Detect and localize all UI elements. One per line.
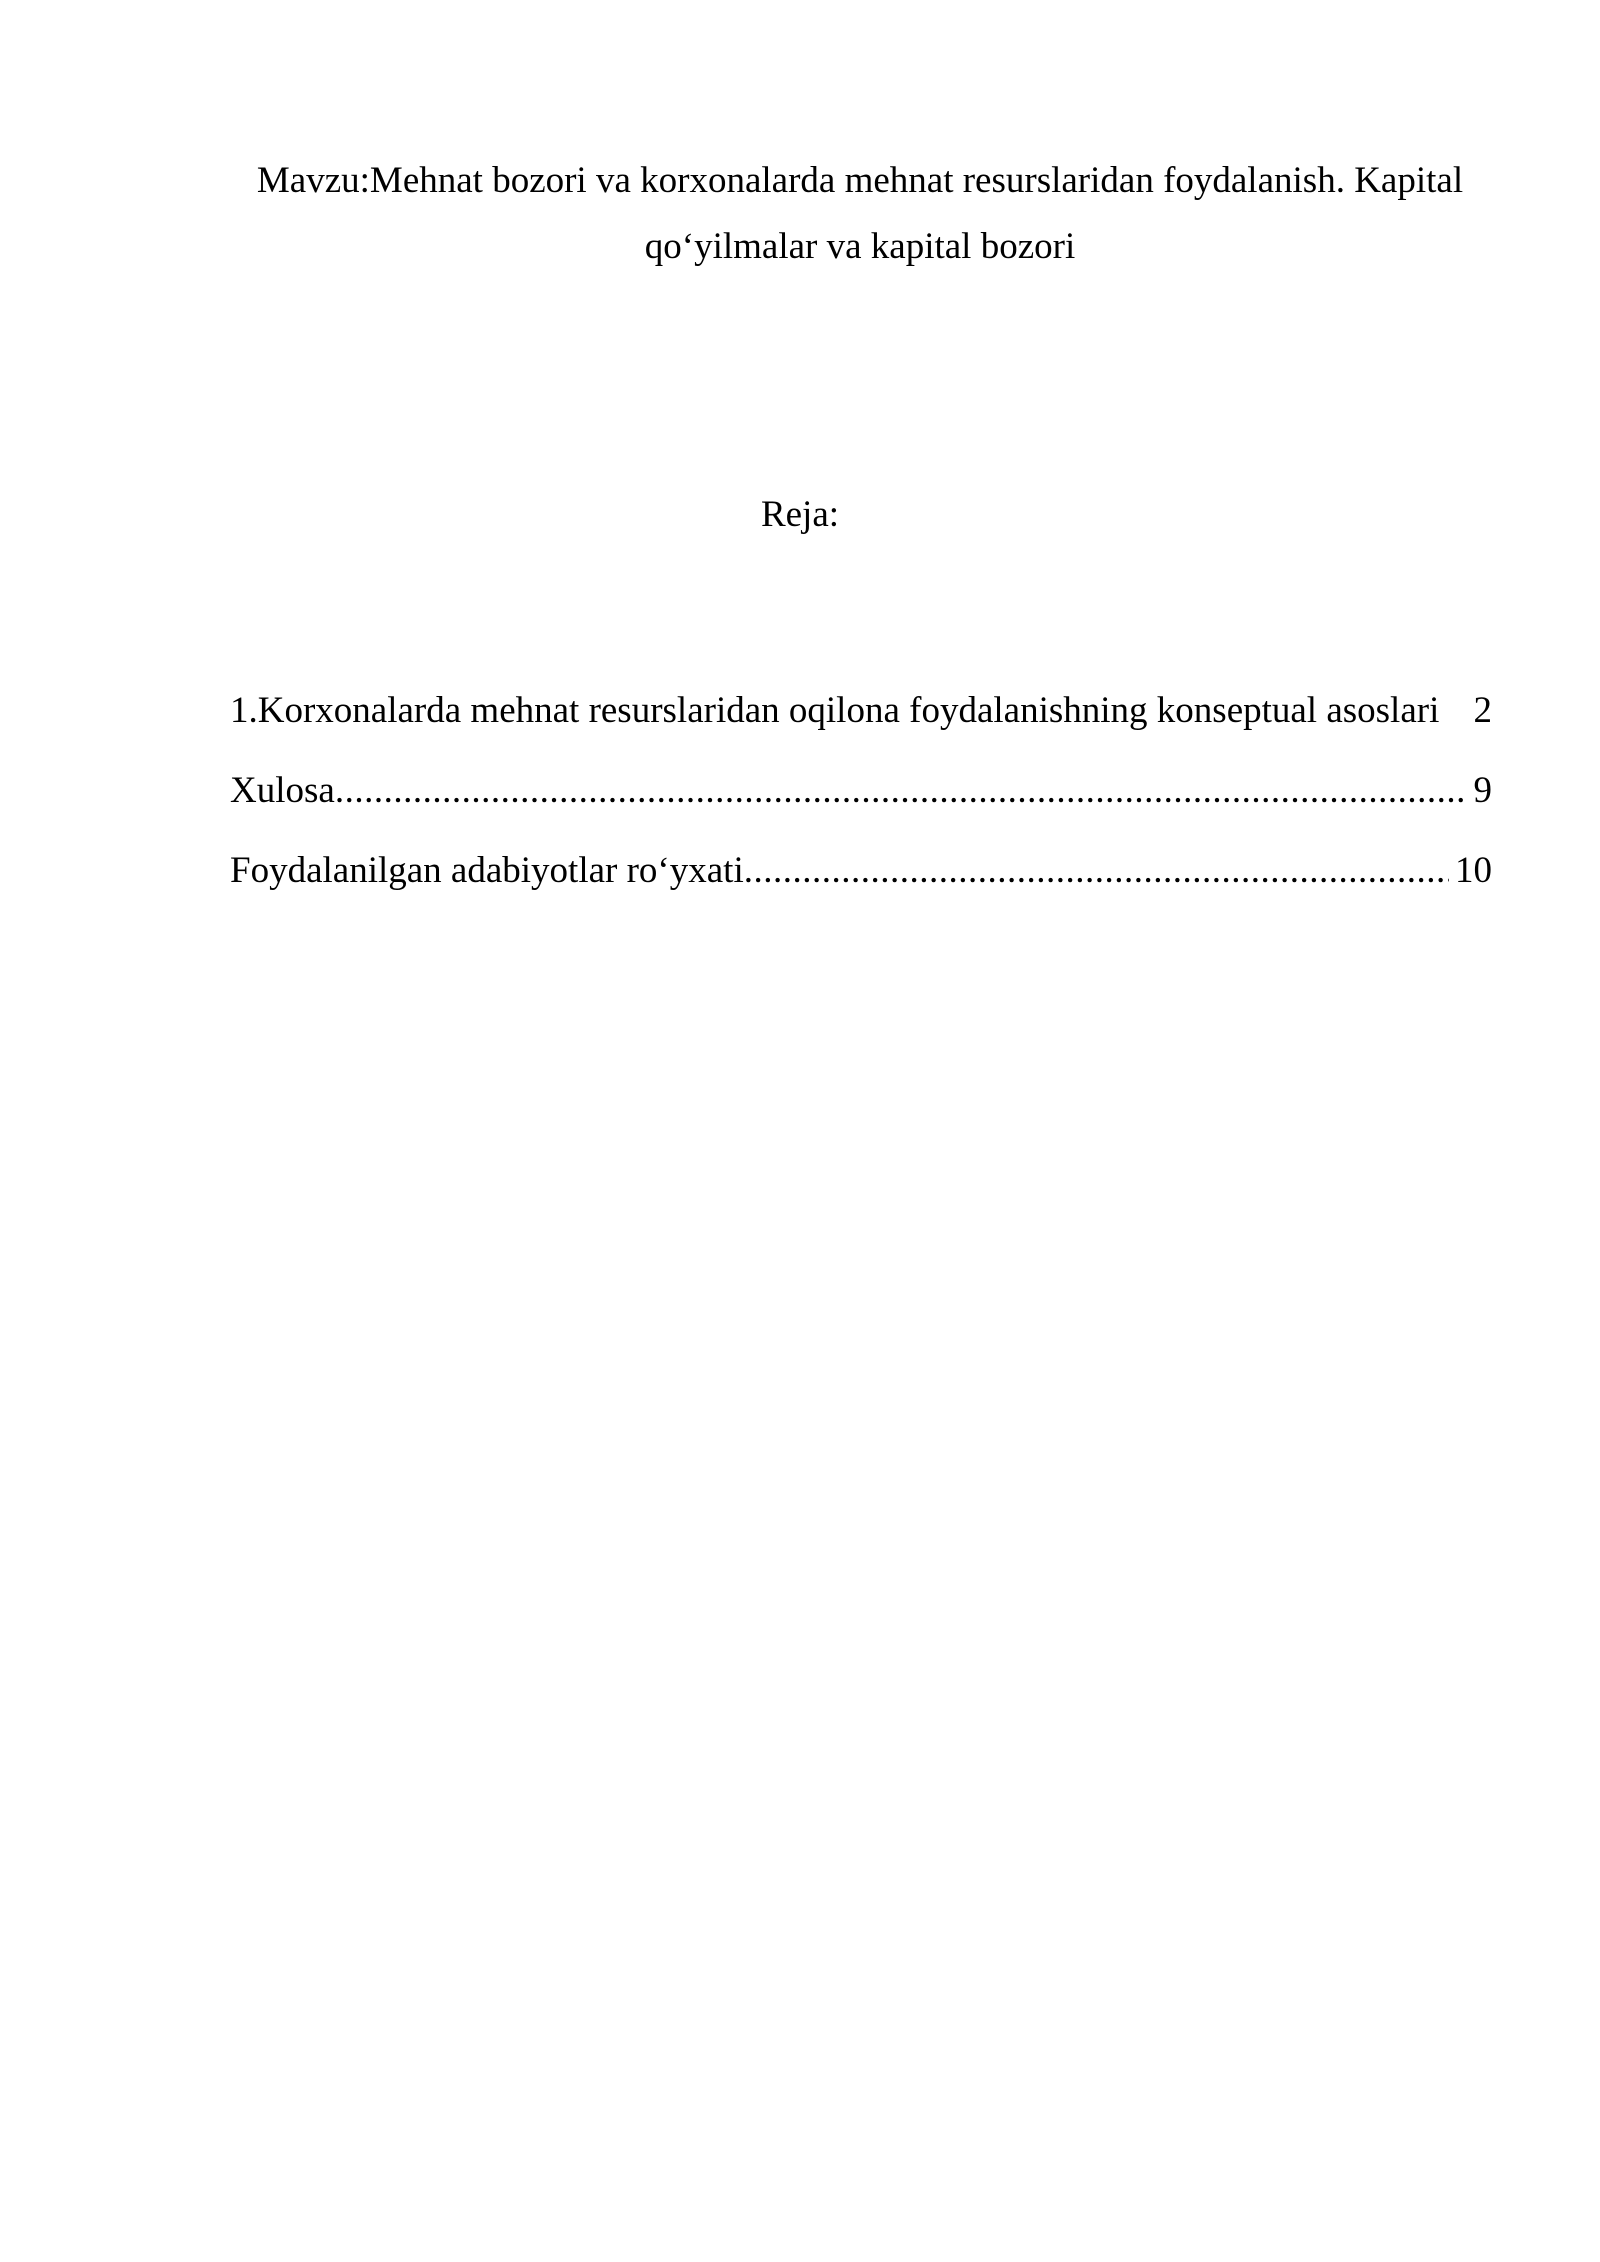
toc-entry-label: Foydalanilgan adabiyotlar ro‘yxati: [230, 850, 744, 891]
document-title: [230, 148, 1490, 280]
title-line-2: qo‘yilmalar va kapital bozori: [644, 226, 1076, 267]
plan-heading: Reja:: [760, 494, 840, 535]
toc-leader: [744, 846, 1449, 896]
toc-entry[interactable]: [230, 766, 1492, 846]
toc-page-number: 9: [1473, 770, 1492, 811]
toc-entry[interactable]: [230, 686, 1492, 766]
toc-entry-label: Xulosa: [230, 770, 335, 811]
toc-page-number: 10: [1455, 850, 1492, 891]
toc-page-number: 2: [1473, 690, 1492, 731]
title-line-1: Mavzu:Mehnat bozori va korxonalarda mehnat resurslaridan foydalanish. Kapital: [256, 160, 1464, 201]
toc-entry[interactable]: [230, 846, 1492, 926]
table-of-contents: [230, 686, 1492, 926]
toc-leader: [335, 766, 1468, 816]
toc-entry-label: 1.Korxonalarda mehnat resurslaridan oqilona foydalanishning konseptual asoslari: [230, 690, 1440, 731]
